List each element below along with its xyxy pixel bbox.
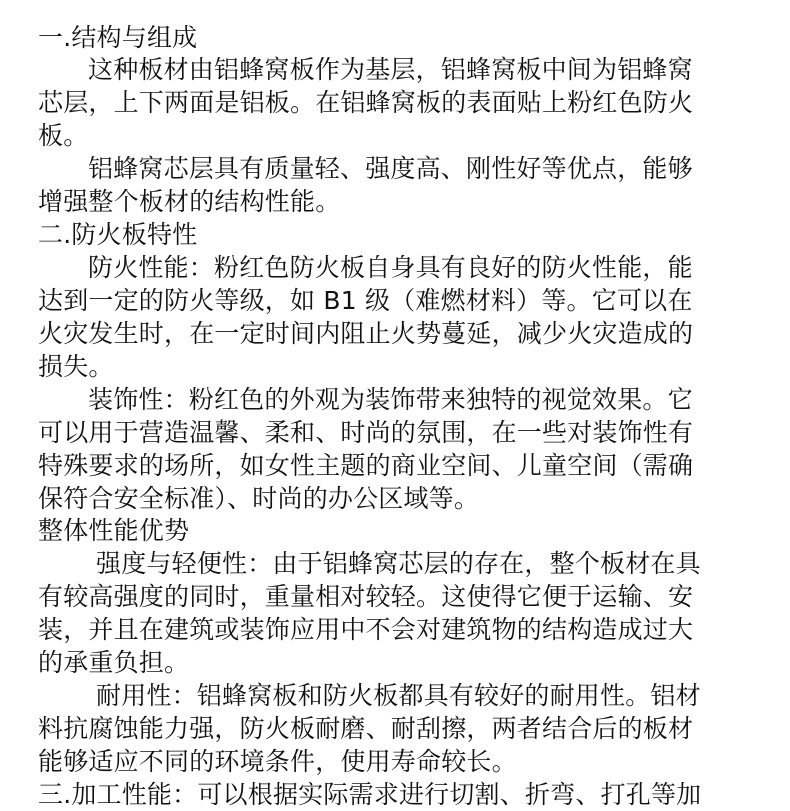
paragraph-line: 损失。 <box>38 352 114 381</box>
paragraph-line: 装，并且在建筑或装饰应用中不会对建筑物的结构造成过大 <box>38 615 694 644</box>
paragraph-line: 板。 <box>38 121 89 150</box>
heading-fireproof: 二.防火板特性 <box>38 220 198 249</box>
paragraph-line: 芯层，上下两面是铝板。在铝蜂窝板的表面贴上粉红色防火 <box>38 88 694 117</box>
heading-structure: 一.结构与组成 <box>38 23 198 52</box>
paragraph-line: 耐用性：铝蜂窝板和防火板都具有较好的耐用性。铝材 <box>96 681 701 710</box>
paragraph-line: 的承重负担。 <box>38 648 190 677</box>
paragraph-line: 强度与轻便性：由于铝蜂窝芯层的存在，整个板材在具 <box>96 549 701 578</box>
heading-overall: 整体性能优势 <box>38 516 190 545</box>
paragraph-line: 能够适应不同的环境条件，使用寿命较长。 <box>38 747 517 776</box>
paragraph-line: 保符合安全标准）、时尚的办公区域等。 <box>38 484 480 513</box>
paragraph-line: 铝蜂窝芯层具有质量轻、强度高、刚性好等优点，能够 <box>88 154 693 183</box>
paragraph-line: 特殊要求的场所，如女性主题的商业空间、儿童空间（需确 <box>38 451 694 480</box>
paragraph-line: 可以用于营造温馨、柔和、时尚的氛围，在一些对装饰性有 <box>38 418 694 447</box>
paragraph-line: 火灾发生时，在一定时间内阻止火势蔓延，减少火灾造成的 <box>38 319 694 348</box>
paragraph-line: 增强整个板材的结构性能。 <box>38 187 341 216</box>
paragraph-line: 防火性能：粉红色防火板自身具有良好的防火性能，能 <box>88 253 693 282</box>
paragraph-line: 料抗腐蚀能力强，防火板耐磨、耐刮擦，两者结合后的板材 <box>38 714 694 743</box>
paragraph-line: 这种板材由铝蜂窝板作为基层，铝蜂窝板中间为铝蜂窝 <box>88 55 693 84</box>
paragraph-line: 达到一定的防火等级，如 B1 级（难燃材料）等。它可以在 <box>38 286 693 315</box>
heading-processing: 三.加工性能：可以根据实际需求进行切割、折弯、打孔等加 <box>38 780 702 809</box>
paragraph-line: 有较高强度的同时，重量相对较轻。这使得它便于运输、安 <box>38 582 694 611</box>
paragraph-line: 装饰性：粉红色的外观为装饰带来独特的视觉效果。它 <box>88 385 693 414</box>
